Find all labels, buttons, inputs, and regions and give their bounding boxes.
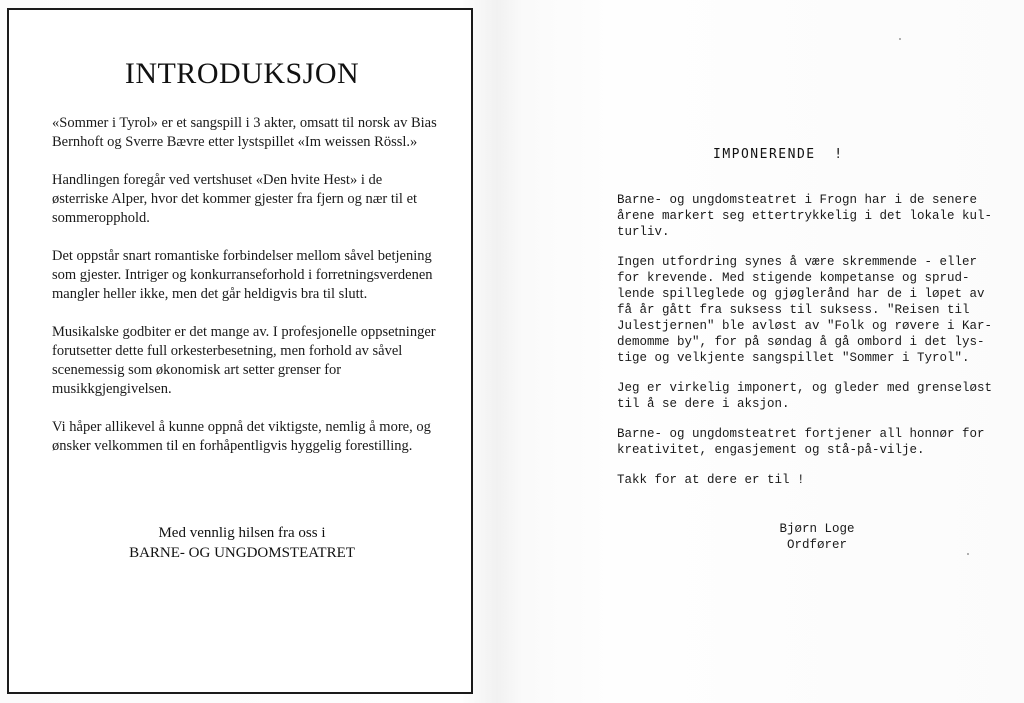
closing-line: Med vennlig hilsen fra oss i bbox=[158, 525, 326, 541]
paper-speck bbox=[899, 38, 901, 40]
introduction-closing bbox=[9, 523, 475, 563]
letter-paragraph: Barne- og ungdomsteatret i Frogn har i de senere årene markert seg ettertrykkelig i det lokale kul- turliv. bbox=[617, 193, 993, 239]
letter-signature bbox=[617, 521, 1017, 553]
introduction-paragraph: Vi håper allikevel å kunne oppnå det viktigste, nemlig å more, og ønsker velkommen til en forhåpentligvis hyggelig forestilling. bbox=[52, 419, 431, 454]
letter-paragraph: Takk for at dere er til ! bbox=[617, 473, 805, 487]
introduction-frame bbox=[7, 8, 473, 694]
letter-title: IMPONERENDE ! bbox=[713, 147, 844, 162]
introduction-paragraph: Musikalske godbiter er det mange av. I profesjonelle oppsetninger forutsetter dette full orkesterbesetning, men forhold av såvel scenemessig som økonomisk art setter grenser for musikkgjengivelsen. bbox=[52, 324, 436, 397]
letter-paragraph: Barne- og ungdomsteatret fortjener all honnør for kreativitet, engasjement og stå-på-vilje. bbox=[617, 427, 985, 457]
right-page bbox=[500, 0, 1024, 703]
letter-paragraph: Jeg er virkelig imponert, og gleder med grenseløst til å se dere i aksjon. bbox=[617, 381, 993, 411]
introduction-paragraph: «Sommer i Tyrol» er et sangspill i 3 akter, omsatt til norsk av Bias Bernhoft og Sverre Bævre etter lystspillet «Im weissen Rössl.» bbox=[52, 115, 437, 150]
introduction-paragraph: Handlingen foregår ved vertshuset «Den hvite Hest» i de østerriske Alper, hvor det kommer gjester fra fjern og nær til et sommeropphold. bbox=[52, 172, 418, 226]
paper-speck bbox=[967, 553, 969, 555]
introduction-body bbox=[52, 114, 440, 475]
introduction-paragraph: Det oppstår snart romantiske forbindelser mellom såvel betjening som gjester. Intriger og konkurranseforhold i forretningsverdenen mangler heller ikke, men det går heldigvis bra til slutt. bbox=[52, 248, 433, 302]
signature-title: Ordfører bbox=[786, 538, 847, 552]
signature-name: Bjørn Loge bbox=[779, 522, 855, 536]
introduction-title: INTRODUKSJON bbox=[124, 57, 360, 90]
letter-paragraph: Ingen utfordring synes å være skremmende - eller for krevende. Med stigende kompetanse og sprud- lende spilleglede og gjøglerånd har de i løpet av få år gått fra suksess til suksess. "Reisen til Julestjernen" ble avløst av "Folk og røvere i Kar- demomme by", for på søndag å gå ombord i det lys- tige og velkjente sangspillet "Sommer i Tyrol". bbox=[617, 255, 993, 365]
letter-body bbox=[617, 192, 1017, 502]
left-page bbox=[0, 0, 490, 703]
closing-organization: BARNE- OG UNGDOMSTEATRET bbox=[129, 545, 355, 561]
